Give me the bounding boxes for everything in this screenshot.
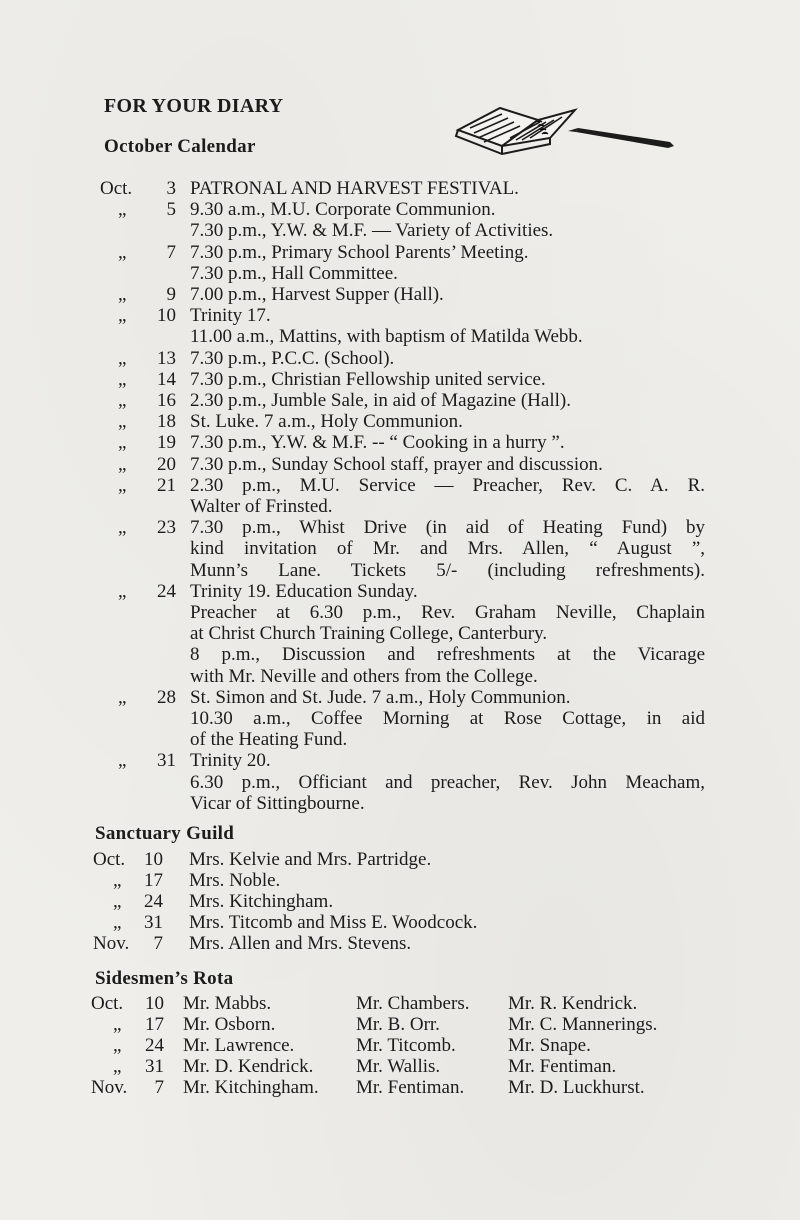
rota-row	[91, 1056, 711, 1077]
entry-line: PATRONAL AND HARVEST FESTIVAL.	[190, 178, 519, 199]
rota-day: 31	[145, 1056, 164, 1077]
entry-line: 7.30 p.m., Christian Fellowship united service.	[190, 368, 546, 390]
rota-month: Oct.	[91, 993, 124, 1014]
guild-day: 17	[144, 870, 163, 891]
entry-line: 10.30 a.m., Coffee Morning at Rose Cottage, in aid	[190, 708, 705, 730]
guild-names: Mrs. Titcomb and Miss E. Woodcock.	[189, 912, 478, 933]
calendar-entry	[100, 687, 705, 751]
entry-text	[190, 454, 705, 475]
rota-name: Mr. Titcomb.	[356, 1035, 456, 1056]
entry-line: Vicar of Sittingbourne.	[190, 792, 365, 814]
entry-line: Trinity 19. Education Sunday.	[190, 580, 418, 602]
ditto-mark: „	[113, 1056, 122, 1077]
rota-name: Mr. Wallis.	[356, 1056, 441, 1077]
entry-text	[190, 687, 705, 751]
ditto-mark: „	[118, 686, 127, 708]
entry-text	[190, 432, 705, 453]
calendar-entry	[100, 432, 705, 453]
entry-line: with Mr. Neville and others from the College.	[190, 665, 538, 687]
guild-row	[93, 891, 593, 912]
entry-line: Walter of Frinsted.	[190, 496, 333, 518]
entry-day: 10	[157, 305, 176, 327]
calendar-entry	[100, 411, 705, 432]
rota-row	[91, 1014, 711, 1035]
calendar-entry	[100, 390, 705, 411]
ditto-mark: „	[118, 411, 127, 433]
entry-line: 7.30 p.m., Y.W. & M.F. — Variety of Activities.	[190, 220, 554, 242]
calendar-entry	[100, 242, 705, 284]
october-calendar	[100, 178, 705, 814]
ditto-mark: „	[113, 870, 122, 891]
sanctuary-guild-list	[93, 849, 593, 954]
entry-line: 7.30 p.m., P.C.C. (School).	[190, 347, 395, 369]
calendar-entry	[100, 454, 705, 475]
calendar-entry	[100, 284, 705, 305]
entry-line: 11.00 a.m., Mattins, with baptism of Matilda Webb.	[190, 326, 583, 348]
guild-row	[93, 849, 593, 870]
entry-month: Oct.	[100, 178, 133, 199]
entry-line: Preacher at 6.30 p.m., Rev. Graham Neville, Chaplain	[190, 602, 705, 624]
entry-day: 28	[157, 686, 176, 708]
guild-day: 10	[144, 849, 163, 870]
ditto-mark: „	[118, 517, 127, 539]
guild-names: Mrs. Noble.	[189, 870, 281, 891]
rota-name: Mr. Mabbs.	[183, 993, 272, 1014]
rota-name: Mr. D. Luckhurst.	[508, 1077, 645, 1098]
ditto-mark: „	[113, 912, 122, 933]
open-diary-with-pen-icon	[450, 100, 680, 185]
rota-name: Mr. B. Orr.	[356, 1014, 440, 1035]
ditto-mark: „	[118, 580, 127, 602]
rota-name: Mr. C. Mannerings.	[508, 1014, 658, 1035]
guild-day: 24	[144, 891, 163, 912]
entry-text	[190, 199, 705, 241]
sidesmen-rota-table	[91, 993, 711, 1098]
entry-text	[190, 178, 705, 199]
entry-day: 9	[166, 284, 176, 306]
entry-day: 7	[166, 241, 176, 263]
guild-month: Nov.	[93, 933, 130, 954]
rota-day: 10	[145, 993, 164, 1014]
guild-day: 31	[144, 912, 163, 933]
calendar-entry	[100, 178, 705, 199]
ditto-mark: „	[118, 284, 127, 306]
rota-name: Mr. Snape.	[508, 1035, 591, 1056]
rota-row	[91, 1077, 711, 1098]
entry-line: Trinity 17.	[190, 305, 271, 327]
entry-line: 9.30 a.m., M.U. Corporate Communion.	[190, 199, 496, 221]
entry-text	[190, 411, 705, 432]
ditto-mark: „	[113, 1035, 122, 1056]
guild-row	[93, 912, 593, 933]
ditto-mark: „	[118, 241, 127, 263]
entry-day: 23	[157, 517, 176, 539]
entry-text	[190, 750, 705, 814]
entry-day: 24	[157, 580, 176, 602]
ditto-mark: „	[118, 347, 127, 369]
rota-name: Mr. D. Kendrick.	[183, 1056, 314, 1077]
entry-line: St. Simon and St. Jude. 7 a.m., Holy Communion.	[190, 686, 571, 708]
entry-line: 7.30 p.m., Y.W. & M.F. -- “ Cooking in a hurry ”.	[190, 432, 565, 454]
rota-month: Nov.	[91, 1077, 128, 1098]
ditto-mark: „	[118, 305, 127, 327]
calendar-entry	[100, 517, 705, 581]
entry-line: 7.00 p.m., Harvest Supper (Hall).	[190, 284, 444, 306]
entry-day: 21	[157, 474, 176, 496]
rota-name: Mr. Lawrence.	[183, 1035, 295, 1056]
rota-row	[91, 1035, 711, 1056]
entry-day: 20	[157, 453, 176, 475]
rota-day: 17	[145, 1014, 164, 1035]
entry-line: St. Luke. 7 a.m., Holy Communion.	[190, 411, 463, 433]
rota-day: 7	[154, 1077, 164, 1098]
entry-line: Munn’s Lane. Tickets 5/- (including refreshments).	[190, 559, 705, 581]
calendar-entry	[100, 305, 705, 347]
entry-line: at Christ Church Training College, Canterbury.	[190, 623, 548, 645]
entry-line: 8 p.m., Discussion and refreshments at the Vicarage	[190, 644, 705, 666]
rota-name: Mr. Kitchingham.	[183, 1077, 319, 1098]
calendar-entry	[100, 369, 705, 390]
entry-day: 18	[157, 411, 176, 433]
ditto-mark: „	[118, 368, 127, 390]
rota-name: Mr. Fentiman.	[356, 1077, 465, 1098]
entry-text	[190, 284, 705, 305]
calendar-entry	[100, 199, 705, 241]
entry-day: 13	[157, 347, 176, 369]
rota-day: 24	[145, 1035, 164, 1056]
rota-row	[91, 993, 711, 1014]
entry-text	[190, 348, 705, 369]
entry-day: 3	[166, 178, 176, 199]
calendar-entry	[100, 581, 705, 687]
guild-month: Oct.	[93, 849, 126, 870]
ditto-mark: „	[113, 1014, 122, 1035]
guild-names: Mrs. Kelvie and Mrs. Partridge.	[189, 849, 432, 870]
calendar-entry	[100, 348, 705, 369]
calendar-entry	[100, 750, 705, 814]
entry-text	[190, 242, 705, 284]
entry-text	[190, 305, 705, 347]
ditto-mark: „	[118, 750, 127, 772]
rota-name: Mr. Fentiman.	[508, 1056, 617, 1077]
sanctuary-guild-heading: Sanctuary Guild	[95, 823, 235, 844]
entry-line: 7.30 p.m., Sunday School staff, prayer and discussion.	[190, 453, 603, 475]
rota-name: Mr. Osborn.	[183, 1014, 276, 1035]
guild-row	[93, 933, 593, 954]
rota-name: Mr. Chambers.	[356, 993, 470, 1014]
entry-line: Trinity 20.	[190, 750, 271, 772]
entry-day: 19	[157, 432, 176, 454]
entry-line: 7.30 p.m., Primary School Parents’ Meeting.	[190, 241, 529, 263]
entry-line: 7.30 p.m., Hall Committee.	[190, 262, 398, 284]
entry-text	[190, 369, 705, 390]
entry-day: 16	[157, 390, 176, 412]
guild-names: Mrs. Kitchingham.	[189, 891, 334, 912]
guild-day: 7	[153, 933, 163, 954]
entry-text	[190, 517, 705, 581]
ditto-mark: „	[118, 453, 127, 475]
entry-text	[190, 390, 705, 411]
october-calendar-heading: October Calendar	[104, 136, 256, 157]
entry-line: of the Heating Fund.	[190, 729, 348, 751]
ditto-mark: „	[118, 474, 127, 496]
ditto-mark: „	[113, 891, 122, 912]
guild-names: Mrs. Allen and Mrs. Stevens.	[189, 933, 412, 954]
entry-line: 2.30 p.m., Jumble Sale, in aid of Magazine (Hall).	[190, 390, 571, 412]
ditto-mark: „	[118, 432, 127, 454]
entry-day: 31	[157, 750, 176, 772]
entry-line: kind invitation of Mr. and Mrs. Allen, “ August ”,	[190, 538, 705, 560]
sidesmen-rota-heading: Sidesmen’s Rota	[95, 968, 234, 989]
ditto-mark: „	[118, 199, 127, 221]
page-title: FOR YOUR DIARY	[104, 95, 284, 117]
entry-text	[190, 581, 705, 687]
calendar-entry	[100, 475, 705, 517]
ditto-mark: „	[118, 390, 127, 412]
entry-line: 2.30 p.m., M.U. Service — Preacher, Rev. C. A. R.	[190, 474, 705, 496]
entry-line: 6.30 p.m., Officiant and preacher, Rev. John Meacham,	[190, 771, 705, 793]
guild-row	[93, 870, 593, 891]
entry-day: 14	[157, 368, 176, 390]
entry-line: 7.30 p.m., Whist Drive (in aid of Heating Fund) by	[190, 517, 705, 539]
entry-text	[190, 475, 705, 517]
entry-day: 5	[166, 199, 176, 221]
rota-name: Mr. R. Kendrick.	[508, 993, 638, 1014]
